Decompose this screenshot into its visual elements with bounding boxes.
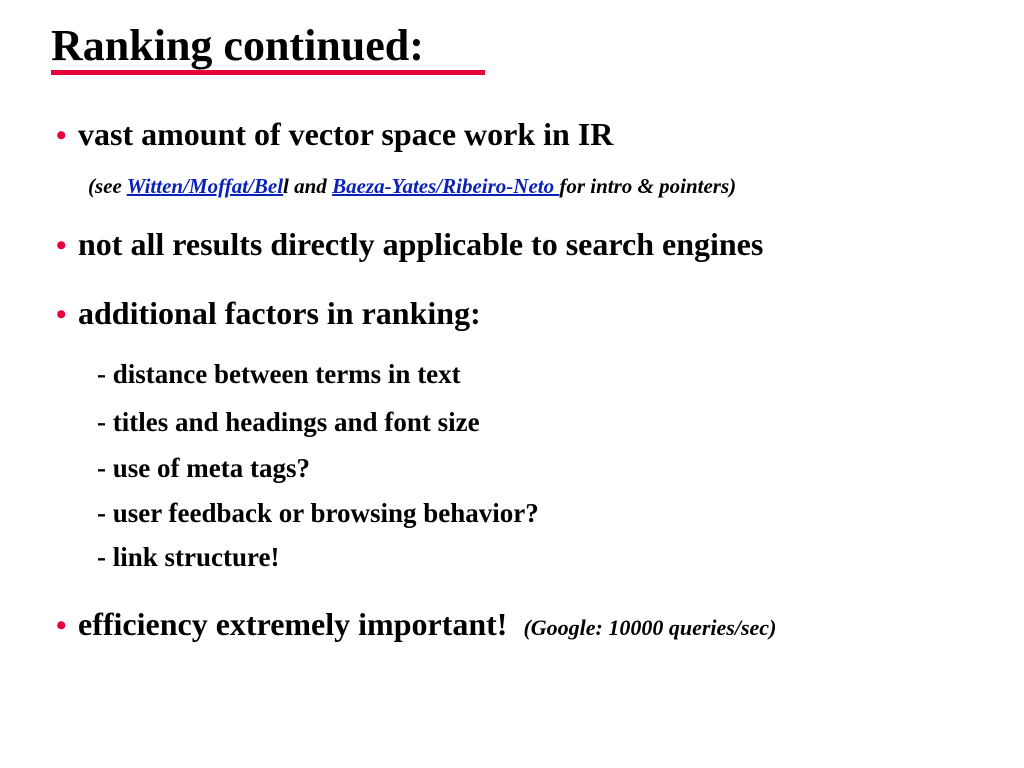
bullet-text: efficiency extremely important! — [78, 606, 508, 642]
bullet-marker: • — [56, 298, 67, 331]
bullet-item — [56, 604, 776, 648]
sub-item: - titles and headings and font size — [97, 407, 480, 437]
bullet-marker: • — [56, 229, 67, 262]
bullet-text: not all results directly applicable to search engines — [78, 226, 764, 262]
slide-title: Ranking continued: — [51, 21, 424, 70]
sub-item: - link structure! — [97, 542, 280, 572]
reference-note — [88, 172, 736, 200]
bullet-item — [56, 114, 613, 156]
bullet-text: additional factors in ranking: — [78, 295, 481, 331]
bullet-item — [56, 224, 763, 266]
bullet-text: vast amount of vector space work in IR — [78, 116, 614, 152]
title-underline — [51, 70, 485, 75]
sub-item: - use of meta tags? — [97, 453, 310, 483]
bullet-marker: • — [56, 119, 67, 152]
note-link-tail: l — [283, 174, 289, 198]
sub-item: - user feedback or browsing behavior? — [97, 498, 539, 528]
note-suffix: for intro & pointers) — [559, 174, 737, 198]
reference-link-baeza-yates[interactable]: Baeza-Yates/Ribeiro-Neto — [332, 174, 560, 198]
note-prefix: (see — [88, 174, 127, 198]
bullet-marker: • — [56, 609, 67, 642]
sub-item: - distance between terms in text — [97, 359, 461, 389]
bullet-item — [56, 293, 481, 335]
note-middle: and — [288, 174, 333, 198]
slide-title-block — [51, 18, 424, 74]
inline-note: (Google: 10000 queries/sec) — [523, 615, 777, 640]
reference-link-witten[interactable]: Witten/Moffat/Bel — [126, 174, 284, 198]
